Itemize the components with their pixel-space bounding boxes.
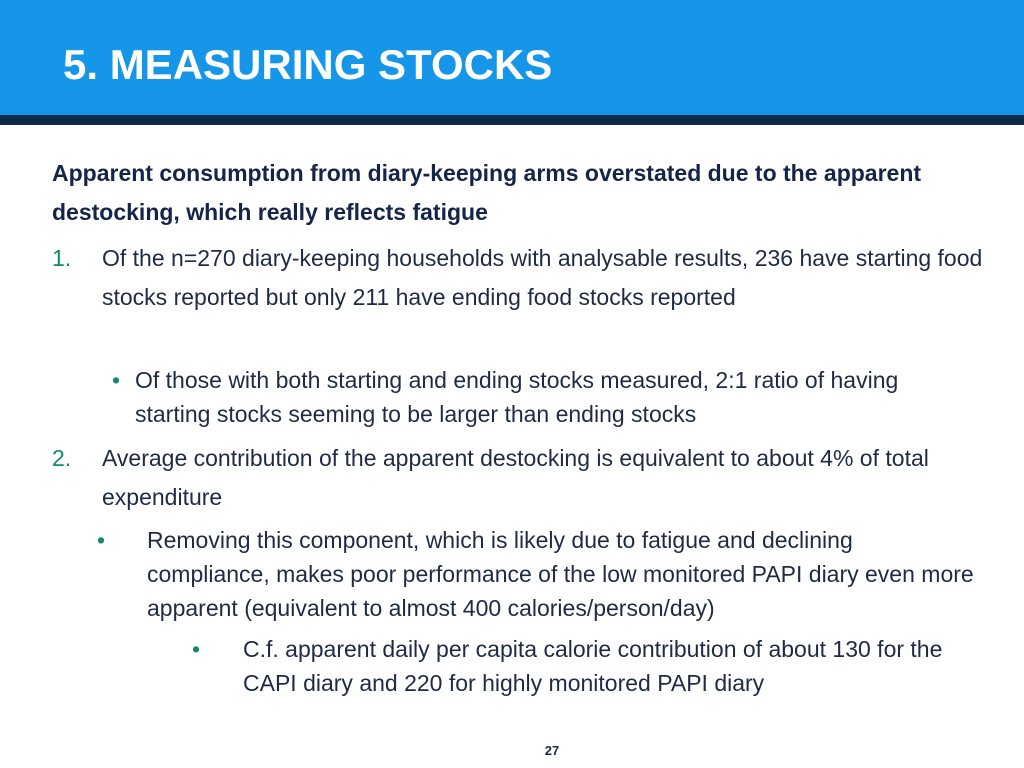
list-item-1 [52, 239, 992, 317]
bullet-icon: • [192, 636, 201, 662]
sub-bullet-2 [97, 523, 977, 625]
list-text-1: Of the n=270 diary-keeping households with analysable results, 236 have starting food stocks reported but only 211 have ending food stocks reported [102, 245, 983, 310]
page-number: 27 [544, 743, 560, 758]
sub-bullet-text-2: Removing this component, which is likely due to fatigue and declining compliance, makes poor performance of the low monitored PAPI diary even more apparent (equivalent to almost 400 calories/person/day) [147, 527, 974, 621]
sub-sub-bullet [192, 632, 982, 700]
title-banner [0, 0, 1024, 115]
slide-heading: Apparent consumption from diary-keeping arms overstated due to the apparent destocking, which really reflects fatigue [52, 160, 922, 225]
title-divider [0, 115, 1024, 125]
bullet-icon: • [112, 367, 121, 393]
bullet-icon: • [97, 527, 106, 553]
list-number-2: 2. [52, 445, 72, 471]
sub-bullet-text-1: Of those with both starting and ending stocks measured, 2:1 ratio of having starting stocks seeming to be larger than ending stocks [135, 367, 899, 427]
list-text-2: Average contribution of the apparent destocking is equivalent to about 4% of total expenditure [102, 445, 929, 510]
list-item-2 [52, 439, 992, 517]
slide-title: 5. MEASURING STOCKS [63, 41, 553, 88]
sub-bullet-1 [112, 363, 952, 431]
list-number-1: 1. [52, 245, 72, 271]
sub-sub-bullet-text: C.f. apparent daily per capita calorie contribution of about 130 for the CAPI diary and 220 for highly monitored PAPI diary [243, 636, 943, 696]
